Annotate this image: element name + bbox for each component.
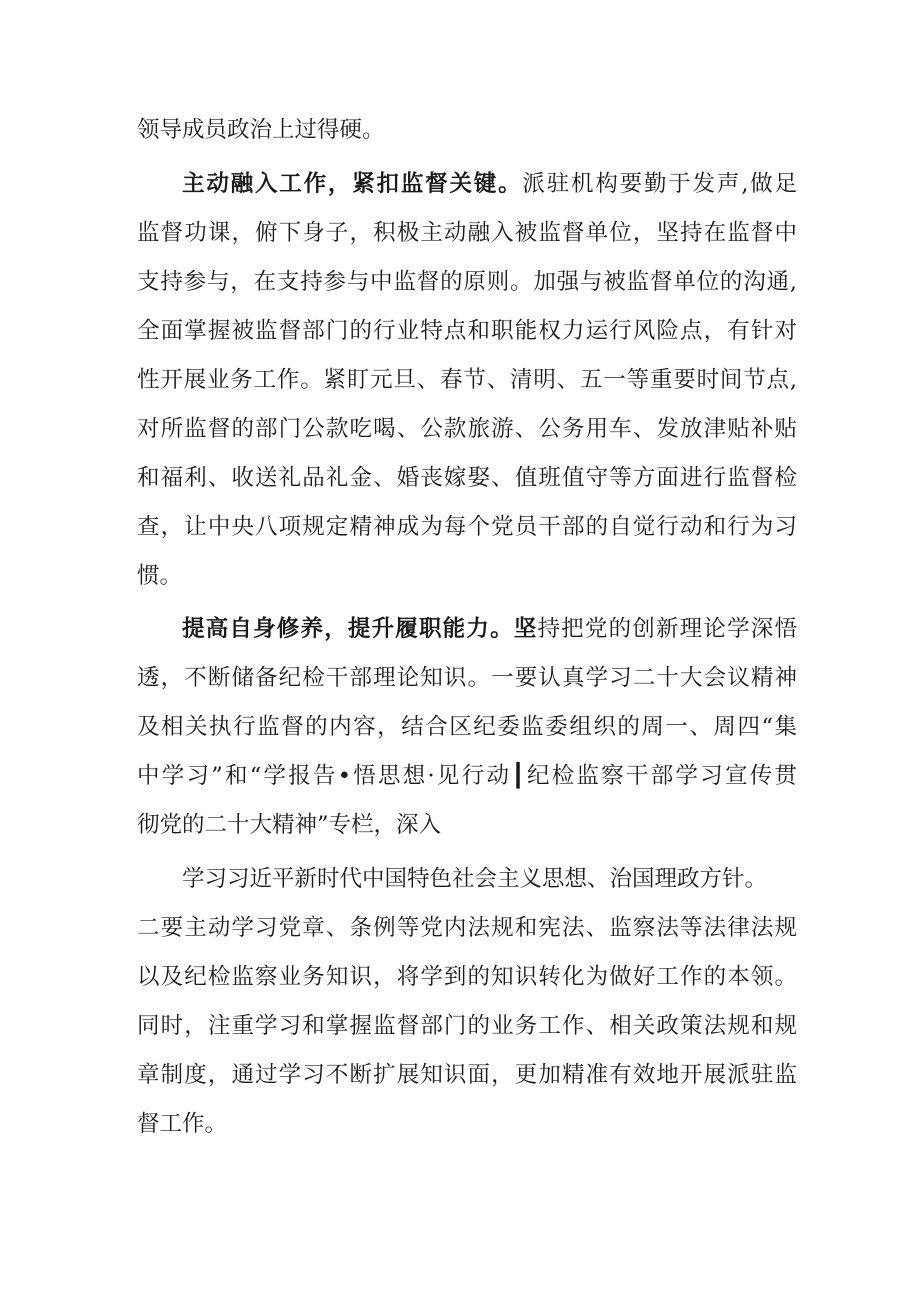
- text-line: 支持参与，在支持参与中监督的原则。加强与被监督单位的沟通,: [137, 269, 797, 295]
- text-line: 章制度，通过学习不断扩展知识面，更加精准有效地开展派驻监: [137, 1062, 797, 1088]
- text-line: 惯。: [137, 563, 183, 589]
- text-line: 领导成员政治上过得硬。: [137, 117, 385, 143]
- text-line: 和福利、收送礼品礼金、婚丧嫁娶、值班值守等方面进行监督检: [137, 465, 797, 491]
- text-line: 督工作。: [137, 1111, 228, 1137]
- text-line: 学习习近平新时代中国特色社会主义思想、治国理政方针。: [182, 866, 768, 892]
- text-line: 以及纪检监察业务知识，将学到的知识转化为做好工作的本领。: [137, 964, 797, 990]
- text-line: 全面掌握被监督部门的行业特点和职能权力运行风险点，有针对: [137, 318, 797, 344]
- text-line: 及相关执行监督的内容，结合区纪委监委组织的周一、周四“集: [137, 714, 797, 740]
- paragraph-heading: 主动融入工作，紧扣监督关键。: [182, 171, 523, 197]
- text-line: 监督功课，俯下身子，积极主动融入被监督单位，坚持在监督中: [137, 220, 797, 246]
- text-line: 对所监督的部门公款吃喝、公款旅游、公务用车、发放津贴补贴: [137, 416, 797, 442]
- paragraph-heading-line: [182, 170, 797, 198]
- text-line: 查，让中央八项规定精神成为每个党员干部的自觉行动和行为习: [137, 514, 797, 540]
- text-segment: 派驻机构要勤于发声,做足: [522, 171, 797, 197]
- text-line: 中学习”和“学报告•悟思想·见行动┃纪检监察干部学习宣传贯: [137, 763, 797, 789]
- paragraph-heading: 提高自身修养，提升履职能力。坚: [182, 616, 538, 642]
- text-segment: 持把党的创新理论学深悟: [537, 616, 797, 642]
- text-line: 二要主动学习党章、条例等党内法规和宪法、监察法等法律法规: [137, 915, 797, 941]
- text-line: 透，不断储备纪检干部理论知识。一要认真学习二十大会议精神: [137, 665, 797, 691]
- text-line: 同时，注重学习和掌握监督部门的业务工作、相关政策法规和规: [137, 1013, 797, 1039]
- text-line: 性开展业务工作。紧盯元旦、春节、清明、五一等重要时间节点,: [137, 367, 797, 393]
- paragraph-heading-line: [182, 615, 797, 643]
- text-line: 彻党的二十大精神”专栏，深入: [137, 812, 442, 838]
